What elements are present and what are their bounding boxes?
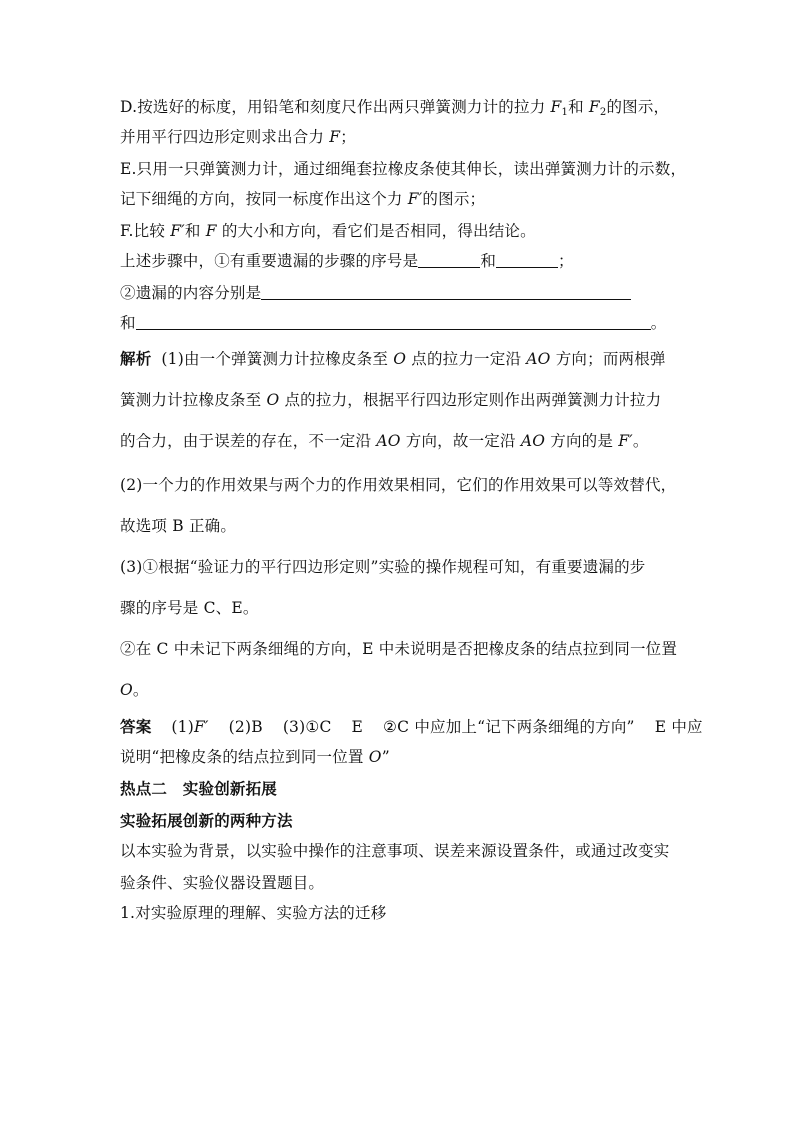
- text: 的合力，由于误差的存在，不一定沿: [120, 432, 377, 450]
- step-d-line-2: [120, 127, 356, 147]
- force-symbol: F: [205, 222, 217, 240]
- answer-blank[interactable]: [136, 314, 651, 330]
- text: 方向的是: [545, 432, 619, 450]
- force-symbol: F: [550, 98, 562, 116]
- text: 的大小和方向，看它们是否相同，得出结论。: [216, 222, 536, 240]
- analysis-3-line-2: [120, 598, 259, 618]
- text: F.比较: [120, 222, 171, 240]
- text: 的图示，: [606, 98, 670, 116]
- text: 点的拉力一定沿: [406, 350, 527, 368]
- text: 和: [480, 252, 497, 270]
- step-d-line-1: [120, 97, 669, 123]
- heading-text: 热点二 实验创新拓展: [120, 779, 278, 798]
- text: (2)B: [228, 718, 263, 736]
- force-symbol: F: [329, 128, 341, 146]
- text: 和: [568, 98, 584, 116]
- analysis-line-3: [120, 431, 649, 451]
- point-symbol: O: [393, 350, 407, 368]
- text: 方向；而两根弹: [550, 350, 666, 368]
- item-1-line: [120, 903, 386, 923]
- point-symbol: O: [120, 681, 133, 699]
- heading-text: 实验拓展创新的两种方法: [120, 811, 293, 830]
- line-symbol: AO: [526, 350, 551, 368]
- text: (2)一个力的作用效果与两个力的作用效果相同，它们的作用效果可以等效替代，: [120, 476, 677, 494]
- text: (3)①C: [282, 718, 332, 736]
- text: 1.对实验原理的理解、实验方法的迁移: [120, 904, 387, 922]
- text: 和: [120, 314, 136, 332]
- force-symbol: F′: [170, 222, 185, 240]
- question-1-line: [120, 251, 574, 271]
- analysis-line-1: [120, 349, 666, 369]
- text: ”: [381, 748, 390, 766]
- text: ②在 C 中未记下两条细绳的方向，E 中未说明是否把橡皮条的结点拉到同一位置: [120, 640, 678, 658]
- text: 上述步骤中，①有重要遗漏的步骤的序号是: [120, 252, 419, 270]
- step-f-line: [120, 221, 536, 241]
- analysis-2-line-1: [120, 475, 676, 495]
- line-symbol: AO: [376, 432, 401, 450]
- answer-blank[interactable]: [418, 252, 480, 268]
- text: E.只用一只弹簧测力计，通过细绳套拉橡皮条使其伸长，读出弹簧测力计的示数，: [120, 160, 687, 178]
- analysis-4-line-2: [120, 680, 149, 700]
- text: 方向，故一定沿: [400, 432, 521, 450]
- text: ②C 中应加上“记下两条细绳的方向”: [383, 718, 635, 736]
- point-symbol: O: [368, 748, 382, 766]
- answer-blank[interactable]: [496, 252, 558, 268]
- text: ；: [340, 128, 356, 146]
- analysis-line-2: [120, 390, 661, 410]
- text: (1)由一个弹簧测力计拉橡皮条至: [161, 350, 394, 368]
- text: 和: [184, 222, 206, 240]
- section-heading: [120, 779, 277, 799]
- text: E 中应: [654, 718, 703, 736]
- subsection-heading: [120, 811, 293, 831]
- text: 并用平行四边形定则求出合力: [120, 128, 330, 146]
- line-symbol: AO: [520, 432, 546, 450]
- text: 点的拉力，根据平行四边形定则作出两弹簧测力计拉力: [279, 391, 662, 409]
- text: 。: [132, 681, 149, 699]
- text: 簧测力计拉橡皮条至: [120, 391, 267, 409]
- step-e-line-2: [120, 189, 485, 209]
- text: (3)①根据“验证力的平行四边形定则”实验的操作规程可知，有重要遗漏的步: [120, 558, 646, 576]
- text: 故选项 B 正确。: [120, 517, 237, 535]
- analysis-4-line-1: [120, 639, 677, 659]
- answer-line-2: [120, 747, 390, 767]
- text: 记下细绳的方向，按同一标度作出这个力: [120, 190, 408, 208]
- text: 。: [650, 314, 667, 332]
- force-symbol: F′: [618, 432, 633, 450]
- text: 说明“把橡皮条的结点拉到同一位置: [120, 748, 369, 766]
- force-symbol: F′: [407, 190, 423, 208]
- text: 以本实验为背景，以实验中操作的注意事项、误差来源设置条件，或通过改变实: [120, 842, 670, 860]
- methods-line-1: [120, 841, 670, 861]
- question-3-line: [120, 313, 666, 333]
- text: D.按选好的标度，用铅笔和刻度尺作出两只弹簧测力计的拉力: [120, 98, 551, 116]
- force-symbol: F: [588, 98, 600, 116]
- text: E: [351, 718, 364, 736]
- answer-line-1: [120, 717, 703, 737]
- text: (1): [171, 718, 194, 736]
- text: ②遗漏的内容分别是: [120, 284, 262, 302]
- analysis-label: 解析: [120, 349, 152, 368]
- point-symbol: O: [266, 391, 280, 409]
- text: 验条件、实验仪器设置题目。: [120, 874, 325, 892]
- subscript: 1: [561, 107, 569, 118]
- force-symbol: F′: [193, 718, 209, 736]
- subscript: 2: [599, 107, 607, 118]
- question-2-line: [120, 283, 631, 303]
- text: 骤的序号是 C、E。: [120, 599, 259, 617]
- text: ；: [558, 252, 574, 270]
- answer-label: 答案: [120, 717, 152, 736]
- analysis-3-line-1: [120, 557, 646, 577]
- answer-blank[interactable]: [261, 284, 631, 300]
- analysis-2-line-2: [120, 516, 236, 536]
- text: 。: [632, 432, 649, 450]
- methods-line-2: [120, 873, 324, 893]
- step-e-line-1: [120, 159, 686, 179]
- text: 的图示；: [422, 190, 486, 208]
